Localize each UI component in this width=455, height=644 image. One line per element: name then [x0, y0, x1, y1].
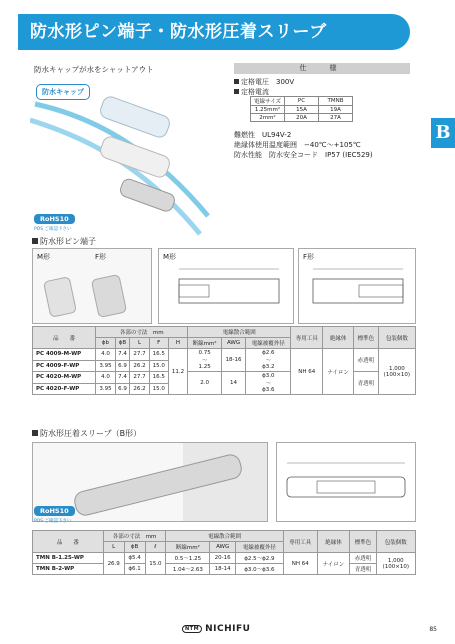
section-title-sleeve: 防水形圧着スリーブ（B形） — [32, 428, 141, 439]
rohs-note: POS ご確認下さい — [34, 227, 72, 232]
page-number: 85 — [429, 626, 437, 633]
brand-mark: NTM — [182, 625, 202, 633]
pin-spec-table: 品 番 各部の寸法 mm 電線散合範囲 専用工具 絶縁体 標準色 包装個数 ϕb ϕB L F H 断線mm² AWG 電線被覆外径 PC 4009-M-WP 4.0 7.4 27.7 16.5 11.2 0.75 〜 1.25 18-16 ϕ2.6 〜 ϕ3.2 NH 64 ナイロン 赤透明 1,000 (100×10) PC 4009-F-WP 3.95 6.9 26.2 15.0 PC 4020-M-WP 4.0 7.4 27.7 16.5 2.0 14 ϕ3.0 〜 ϕ3.6 青透明 PC 4020-F-WP 3.95 6.9 26.2 15.0 — [32, 326, 416, 395]
brand-name: NICHIFU — [205, 624, 251, 634]
sleeve-spec-table: 品 番 各部の寸法 mm 電線散合範囲 専用工具 絶縁体 標準色 包装個数 L ϕB ℓ 断線mm² AWG 電線被覆外径 TMN B-1.25-WP 26.9 ϕ5.4 15.0 0.5〜1.25 20-16 ϕ2.5〜ϕ2.9 NH 64 ナイロン 赤透明 1,000 (100×10) TMN B-2-WP ϕ6.1 1.04〜2.63 18-14 ϕ3.0〜ϕ3.6 青透明 — [32, 530, 416, 575]
spec-list-2 — [234, 130, 373, 160]
drawing-f-type: F形 — [298, 248, 416, 324]
rohs-badge: RoHS10 — [34, 214, 75, 224]
table-row: TMN B-1.25-WP 26.9 ϕ5.4 15.0 0.5〜1.25 20-16 ϕ2.5〜ϕ2.9 NH 64 ナイロン 赤透明 1,000 (100×10) — [33, 553, 416, 564]
table-row: PC 4020-F-WP 3.95 6.9 26.2 15.0 — [33, 383, 416, 395]
rohs-badge-2: RoHS10 — [34, 506, 75, 516]
current-table: 電線サイズ PC TMNB 1.25mm² 15A 19A 2mm² 20A 27A — [250, 96, 353, 122]
section-title-pin: 防水形ピン端子 — [32, 236, 96, 247]
waterproof-rating: 防水性能 防水安全コード IP57 (IEC529) — [234, 151, 373, 159]
product-photo-top — [30, 76, 210, 236]
cap-label: 防水キャップ — [36, 84, 90, 100]
brand-logo — [182, 624, 250, 634]
spec-list — [234, 77, 294, 97]
table-row: PC 4009-M-WP 4.0 7.4 27.7 16.5 11.2 0.75 〜 1.25 18-16 ϕ2.6 〜 ϕ3.2 NH 64 ナイロン 赤透明 1,000 (100×10) — [33, 349, 416, 361]
rated-voltage: 定格電圧 300V — [241, 78, 295, 86]
section-tab[interactable]: B — [431, 118, 455, 148]
drawing-m-type: M形 — [158, 248, 294, 324]
intro-text: 防水キャップが水をシャットアウト — [34, 65, 154, 74]
rated-current-label: 定格電流 — [241, 88, 269, 96]
rohs-note-2: POS ご確認下さい — [34, 519, 72, 524]
table-row: PC 4020-M-WP 4.0 7.4 27.7 16.5 2.0 14 ϕ3.0 〜 ϕ3.6 青透明 — [33, 372, 416, 384]
spec-heading: 仕 様 — [234, 63, 410, 74]
flame-rating: 難燃性 UL94V-2 — [234, 131, 292, 139]
table-row: TMN B-2-WP ϕ6.1 1.04〜2.63 18-14 ϕ3.0〜ϕ3.6 青透明 — [33, 564, 416, 575]
temp-range: 絶縁体使用温度範囲 −40℃〜+105℃ — [234, 141, 361, 149]
pin-photo: M形 F形 — [32, 248, 152, 324]
title-bar — [18, 14, 410, 50]
table-row: PC 4009-F-WP 3.95 6.9 26.2 15.0 — [33, 360, 416, 372]
drawing-b-type — [276, 442, 416, 522]
page-title: 防水形ピン端子・防水形圧着スリーブ — [30, 22, 327, 42]
